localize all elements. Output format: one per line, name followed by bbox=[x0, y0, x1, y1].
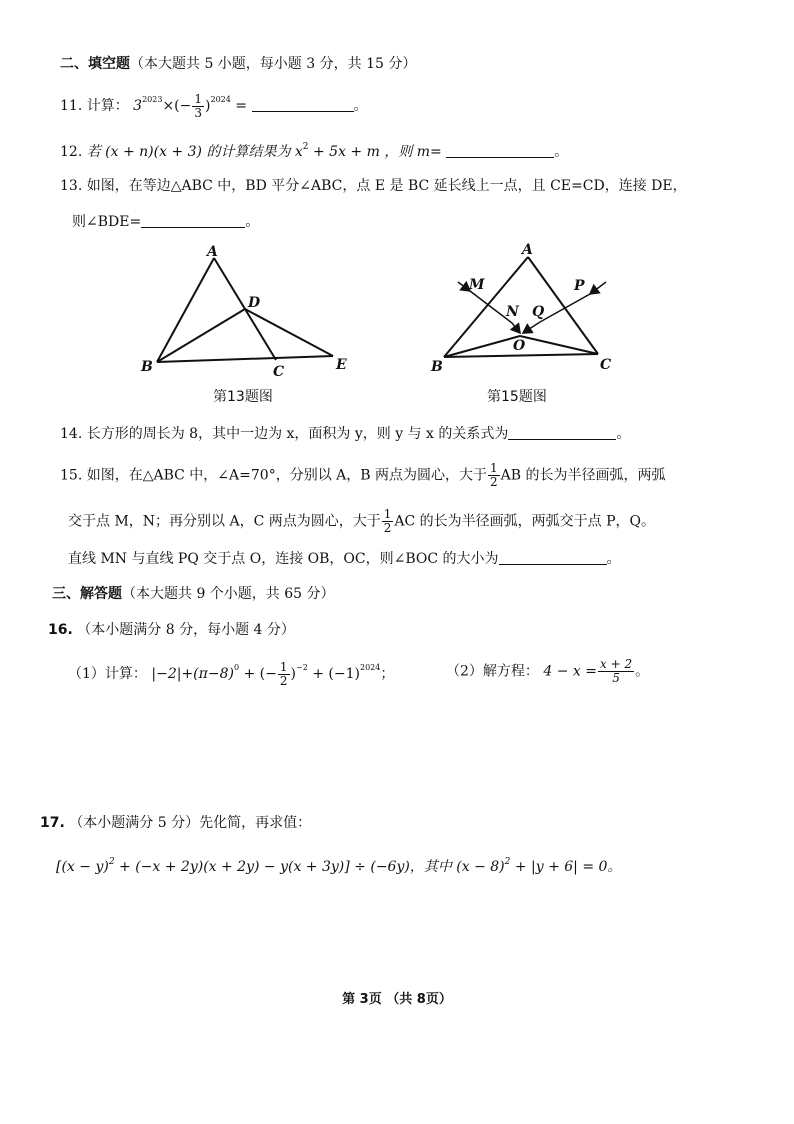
fig13-caption: 第13题图 bbox=[213, 389, 273, 405]
fig13-label-D: D bbox=[248, 295, 261, 311]
fig15-caption: 第15题图 bbox=[487, 389, 547, 405]
q12-text: 若 (x + n)(x + 3) 的计算结果为 x bbox=[86, 144, 303, 160]
q16-part2: （2）解方程： 4 − x = $\frac{x + 2}{5}$ 。 bbox=[446, 657, 650, 685]
question-17 bbox=[40, 813, 311, 833]
fig15-label-A: A bbox=[522, 242, 533, 258]
fig15-side-BC bbox=[444, 354, 598, 357]
question-15-line2 bbox=[68, 508, 655, 535]
question-11: 11. 计算： $3^{2023}\times(-$ $\frac{1}{3}$ )$^{2024}$ = 。 bbox=[60, 91, 368, 120]
q17-expression: $[(x - y)^2 + (-x + 2y)(x + 2y) - y(x + 3y)] \div (-6y)$，其中 $(x - 8)^2 + |y + 6| = 0$。 bbox=[56, 857, 622, 875]
section-3-desc: （本大题共 9 个小题，共 65 分） bbox=[122, 586, 335, 602]
fig13-label-B: B bbox=[141, 359, 153, 375]
fig13-label-E: E bbox=[336, 357, 347, 373]
fig13-label-C: C bbox=[273, 364, 285, 380]
section-2-title: 二、填空题 bbox=[60, 56, 130, 72]
fig15-label-C: C bbox=[600, 357, 612, 373]
question-13-line2: 则∠BDE= 。 bbox=[72, 214, 260, 230]
q15-fraction-1: $\frac{1}{2}$ bbox=[490, 461, 498, 489]
q16-desc: （本小题满分 8 分，每小题 4 分） bbox=[77, 622, 295, 638]
q16-number: 16. bbox=[48, 622, 73, 638]
fig13-label-A: A bbox=[207, 244, 218, 260]
fig15-label-P: P bbox=[574, 278, 585, 294]
q16-part2-fraction: $\frac{x + 2}{5}$ bbox=[600, 657, 633, 685]
q11-exp2: 2024 bbox=[210, 95, 231, 104]
q11-number: 11. bbox=[60, 98, 83, 114]
q15-text-line1a: 如图，在△ABC 中，∠A=70°，分别以 A，B 两点为圆心，大于 bbox=[86, 467, 487, 484]
fig15-label-O: O bbox=[513, 338, 526, 354]
q15-text-line3: 直线 MN 与直线 PQ 交于点 O，连接 OB，OC，则∠BOC 的大小为 bbox=[68, 551, 499, 567]
fig15-label-B: B bbox=[431, 359, 443, 375]
q14-text: 长方形的周长为 8，其中一边为 x，面积为 y，则 y 与 x 的关系式为 bbox=[86, 426, 509, 442]
q11-text: 计算： bbox=[86, 98, 129, 114]
question-15 bbox=[60, 462, 666, 489]
fig15-line-OB bbox=[444, 336, 520, 357]
q13-number: 13. bbox=[60, 178, 83, 194]
q15-text-line2b: AC 的长为半径画弧，两弧交于点 P，Q。 bbox=[394, 513, 656, 530]
q11-fraction: $\frac{1}{3}$ bbox=[194, 91, 203, 120]
q15-number: 15. bbox=[60, 467, 83, 484]
fig15-label-M: M bbox=[469, 277, 485, 293]
q16-part2-label: （2）解方程： bbox=[446, 663, 539, 680]
fig15-label-Q: Q bbox=[532, 304, 545, 320]
question-15-line3: 直线 MN 与直线 PQ 交于点 O，连接 OB，OC，则∠BOC 的大小为 。 bbox=[68, 551, 621, 567]
q16-part1-label: （1）计算： bbox=[68, 666, 147, 682]
q16-part1: （1）计算： $|-2|+(\pi-8)^0$ + (− $\frac{1}{2}$ )$^{-2} + (-1)^{2024}$； bbox=[68, 659, 395, 688]
q17-number: 17. bbox=[40, 815, 65, 831]
q13-text-line1: 如图，在等边△ABC 中，BD 平分∠ABC，点 E 是 BC 延长线上一点，且 CE=CD，连接 DE， bbox=[86, 178, 687, 194]
q14-number: 14. bbox=[60, 426, 83, 442]
question-14: 14. 长方形的周长为 8，其中一边为 x，面积为 y，则 y 与 x 的关系式为 。 bbox=[60, 426, 631, 442]
q15-answer-blank[interactable] bbox=[499, 550, 607, 565]
q11-base: 3 bbox=[133, 98, 143, 114]
q16-part1-fraction: $\frac{1}{2}$ bbox=[279, 659, 288, 688]
fig15-arrow-Q bbox=[523, 322, 540, 333]
q17-desc: （本小题满分 5 分）先化简，再求值： bbox=[69, 815, 312, 831]
question-16 bbox=[48, 620, 295, 640]
q15-text-line2a: 交于点 M，N；再分别以 A，C 两点为圆心，大于 bbox=[68, 513, 381, 530]
q11-times: ×(− bbox=[162, 98, 192, 114]
q13-text-line2: 则∠BDE= bbox=[72, 214, 142, 230]
page-footer: 第 3页 （共 8页） bbox=[342, 992, 452, 1007]
fig15-label-N: N bbox=[506, 304, 519, 320]
q15-fraction-2: $\frac{1}{2}$ bbox=[383, 507, 392, 535]
q12-number: 12. bbox=[60, 144, 83, 160]
fig15-line-PQ bbox=[540, 294, 590, 322]
fig15-arrow-P bbox=[590, 282, 606, 294]
q11-exp1: 2023 bbox=[142, 95, 163, 104]
q15-text-line1b: AB 的长为半径画弧，两弧 bbox=[500, 467, 666, 484]
question-12: 12. 若 (x + n)(x + 3) 的计算结果为 $x^2 + 5x + m$ ，则 m= 。 bbox=[60, 142, 569, 160]
fig15-arrow-N bbox=[512, 323, 520, 333]
section-3-title: 三、解答题 bbox=[52, 586, 122, 602]
section-2-desc: （本大题共 5 小题，每小题 3 分，共 15 分） bbox=[130, 56, 417, 72]
q14-answer-blank[interactable] bbox=[508, 425, 616, 440]
section-3-header bbox=[52, 584, 335, 604]
